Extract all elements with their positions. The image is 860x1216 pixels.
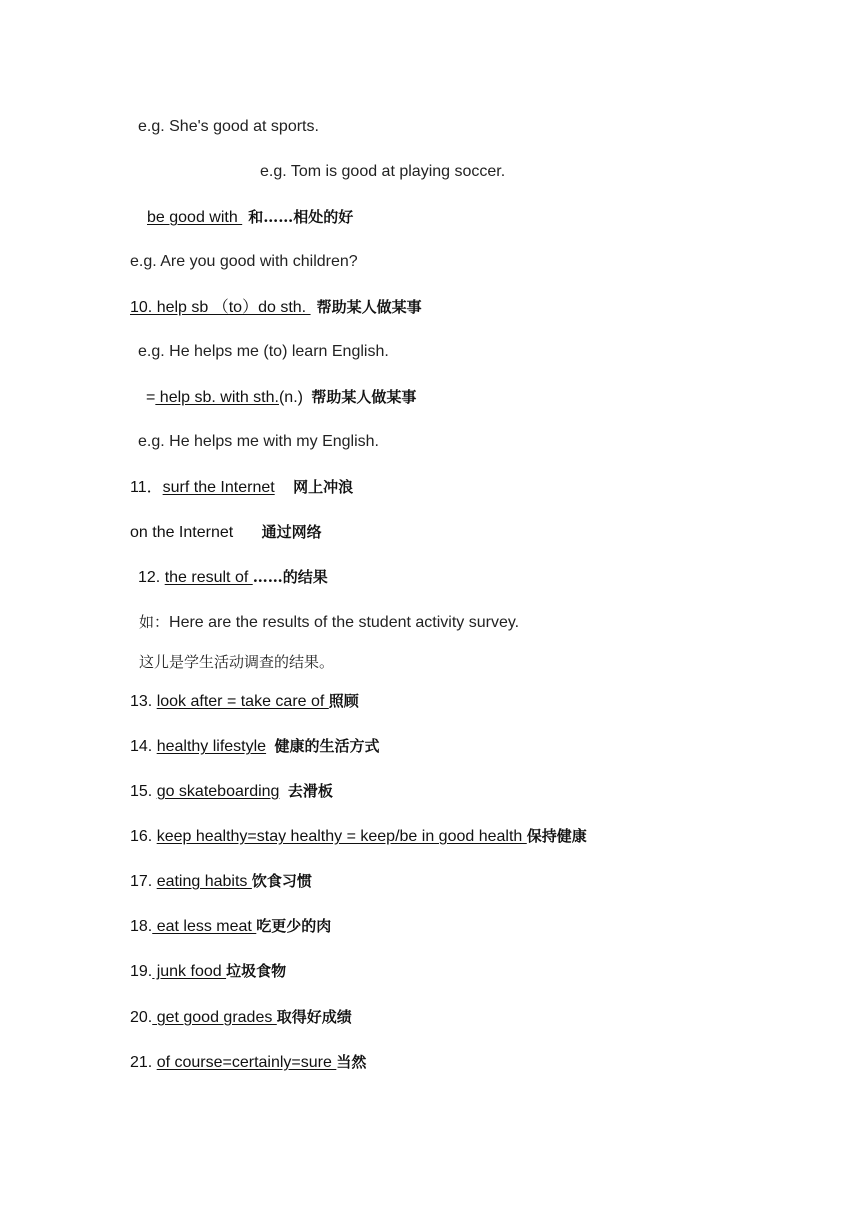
phrase-text: of course=certainly=sure	[156, 1054, 337, 1071]
example-sentence	[138, 117, 319, 137]
item-number: 16.	[130, 828, 157, 845]
phrase-entry	[138, 567, 328, 588]
item-number: 14.	[130, 738, 157, 755]
chinese-meaning: 饮食习惯	[251, 872, 312, 890]
phrase-text: junk food	[152, 963, 227, 980]
phrase-entry	[130, 522, 322, 543]
chinese-meaning: 当然	[336, 1053, 367, 1071]
chinese-meaning: 照顾	[328, 692, 359, 710]
example-sentence	[138, 342, 389, 362]
chinese-translation: 这儿是学生活动调查的结果。	[139, 653, 335, 671]
example-text: e.g. He helps me (to) learn English.	[138, 343, 389, 360]
example-text: e.g. She's good at sports.	[138, 118, 319, 135]
phrase-text: help sb. with sth.	[155, 389, 279, 406]
phrase-text: go skateboarding	[156, 783, 280, 800]
chinese-meaning: 帮助某人做某事	[316, 298, 422, 316]
phrase-text: the result of	[164, 569, 253, 586]
phrase-entry	[130, 1052, 366, 1073]
chinese-meaning: 通过网络	[261, 523, 322, 541]
phrase-text: 10. help sb （to）do sth.	[130, 299, 311, 316]
phrase-text: on the Internet	[130, 524, 234, 541]
item-number: 19.	[130, 963, 153, 980]
chinese-meaning: 网上冲浪	[293, 478, 354, 496]
phrase-text: keep healthy=stay healthy = keep/be in good health	[156, 828, 527, 845]
phrase-text: healthy lifestyle	[156, 738, 267, 755]
phrase-entry	[130, 736, 380, 757]
phrase-entry	[147, 207, 353, 228]
example-sentence	[130, 252, 358, 272]
item-number: 11．	[130, 479, 163, 496]
item-number: 20.	[130, 1009, 153, 1026]
example-sentence	[138, 432, 379, 452]
phrase-text: look after = take care of	[156, 693, 329, 710]
phrase-entry	[146, 387, 416, 408]
phrase-entry	[130, 691, 359, 712]
example-marker: 如：	[139, 613, 170, 631]
phrase-text: eating habits	[156, 873, 252, 890]
phrase-entry	[130, 477, 353, 498]
chinese-meaning: 吃更少的肉	[256, 917, 332, 935]
chinese-meaning: ……的结果	[252, 568, 328, 586]
phrase-text: eat less meat	[152, 918, 257, 935]
example-translation	[139, 652, 334, 673]
chinese-meaning: 去滑板	[287, 782, 333, 800]
example-text: e.g. Tom is good at playing soccer.	[260, 163, 506, 180]
item-number: 12.	[138, 569, 165, 586]
item-number: 17.	[130, 873, 157, 890]
example-sentence	[260, 162, 505, 182]
example-text: e.g. He helps me with my English.	[138, 433, 379, 450]
example-sentence	[139, 612, 519, 633]
phrase-entry	[130, 1007, 352, 1028]
item-number: 21.	[130, 1054, 157, 1071]
phrase-text: surf the Internet	[162, 479, 275, 496]
chinese-meaning: 垃圾食物	[226, 962, 287, 980]
phrase-entry	[130, 871, 312, 892]
phrase-text: be good with	[147, 209, 243, 226]
chinese-meaning: 帮助某人做某事	[311, 388, 417, 406]
equals-sign: =	[146, 389, 156, 406]
item-number: 15.	[130, 783, 157, 800]
item-number: 18.	[130, 918, 153, 935]
item-number: 13.	[130, 693, 157, 710]
chinese-meaning: 取得好成绩	[276, 1008, 352, 1026]
phrase-entry	[130, 781, 333, 802]
chinese-meaning: 保持健康	[526, 827, 587, 845]
part-of-speech: (n.)	[278, 389, 303, 406]
phrase-entry	[130, 297, 422, 318]
example-text: e.g. Are you good with children?	[130, 253, 358, 270]
phrase-entry	[130, 826, 587, 847]
chinese-meaning: 健康的生活方式	[274, 737, 380, 755]
phrase-text: get good grades	[152, 1009, 277, 1026]
phrase-entry	[130, 961, 286, 982]
chinese-meaning: 和……相处的好	[248, 208, 354, 226]
phrase-entry	[130, 916, 331, 937]
example-text: Here are the results of the student activity survey.	[169, 614, 520, 631]
